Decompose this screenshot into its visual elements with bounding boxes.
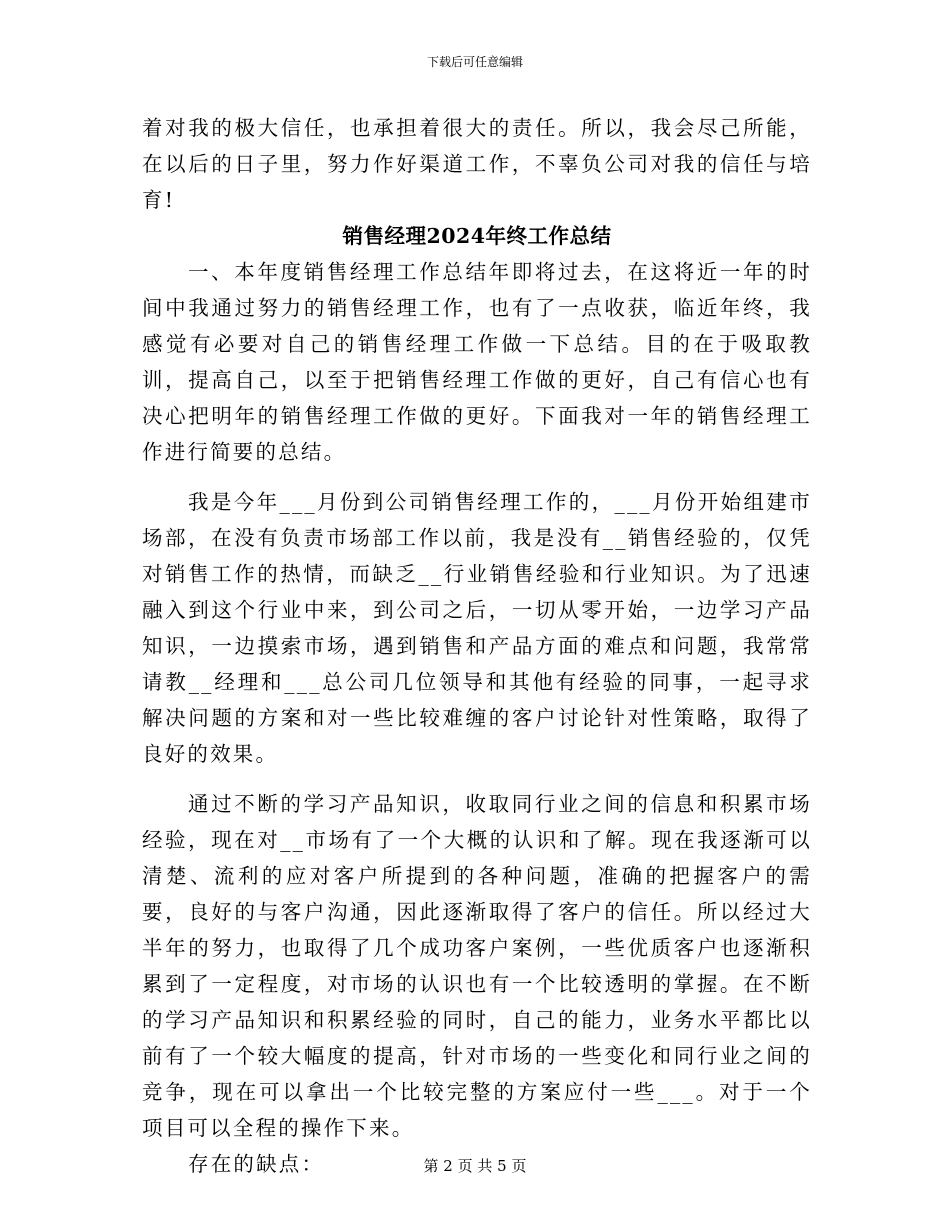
- page-indicator: 第 2 页 共 5 页: [423, 1157, 527, 1175]
- paragraph-intro: 一、本年度销售经理工作总结年即将过去，在这将近一年的时间中我通过努力的销售经理工作，也有了一点收获，临近年终，我感觉有必要对自己的销售经理工作做一下总结。目的在于吸取教训，提高自己，以至于把销售经理工作做的更好，自己有信心也有决心把明年的销售经理工作做的更好。下面我对一年的销售经理工作进行简要的总结。: [142, 260, 812, 464]
- continued-paragraph: 着对我的极大信任，也承担着很大的责任。所以，我会尽己所能，在以后的日子里，努力作好渠道工作，不辜负公司对我的信任与培育!: [142, 116, 812, 212]
- paragraph-progress: 通过不断的学习产品知识，收取同行业之间的信息和积累市场经验，现在对__市场有了一个大概的认识和了解。现在我逐渐可以清楚、流利的应对客户所提到的各种问题，准确的把握客户的需要，良好的与客户沟通，因此逐渐取得了客户的信任。所以经过大半年的努力，也取得了几个成功客户案例，一些优质客户也逐渐积累到了一定程度，对市场的认识也有一个比较透明的掌握。在不断的学习产品知识和积累经验的同时，自己的能力，业务水平都比以前有了一个较大幅度的提高，针对市场的一些变化和同行业之间的竞争，现在可以拿出一个比较完整的方案应付一些___。对于一个项目可以全程的操作下来。: [142, 792, 812, 1140]
- document-title: 销售经理2024年终工作总结: [342, 224, 612, 248]
- header-note: 下载后可任意编辑: [426, 55, 523, 69]
- document-body: [142, 110, 812, 1182]
- paragraph-background: 我是今年___月份到公司销售经理工作的，___月份开始组建市场部，在没有负责市场部工作以前，我是没有__销售经验的，仅凭对销售工作的热情，而缺乏__行业销售经验和行业知识。为了迅速融入到这个行业中来，到公司之后，一切从零开始，一边学习产品知识，一边摸索市场，遇到销售和产品方面的难点和问题，我常常请教__经理和___总公司几位领导和其他有经验的同事，一起寻求解决问题的方案和对一些比较难缠的客户讨论针对性策略，取得了良好的效果。: [142, 490, 812, 766]
- paragraph-shortcomings-heading: 存在的缺点：: [188, 1152, 325, 1176]
